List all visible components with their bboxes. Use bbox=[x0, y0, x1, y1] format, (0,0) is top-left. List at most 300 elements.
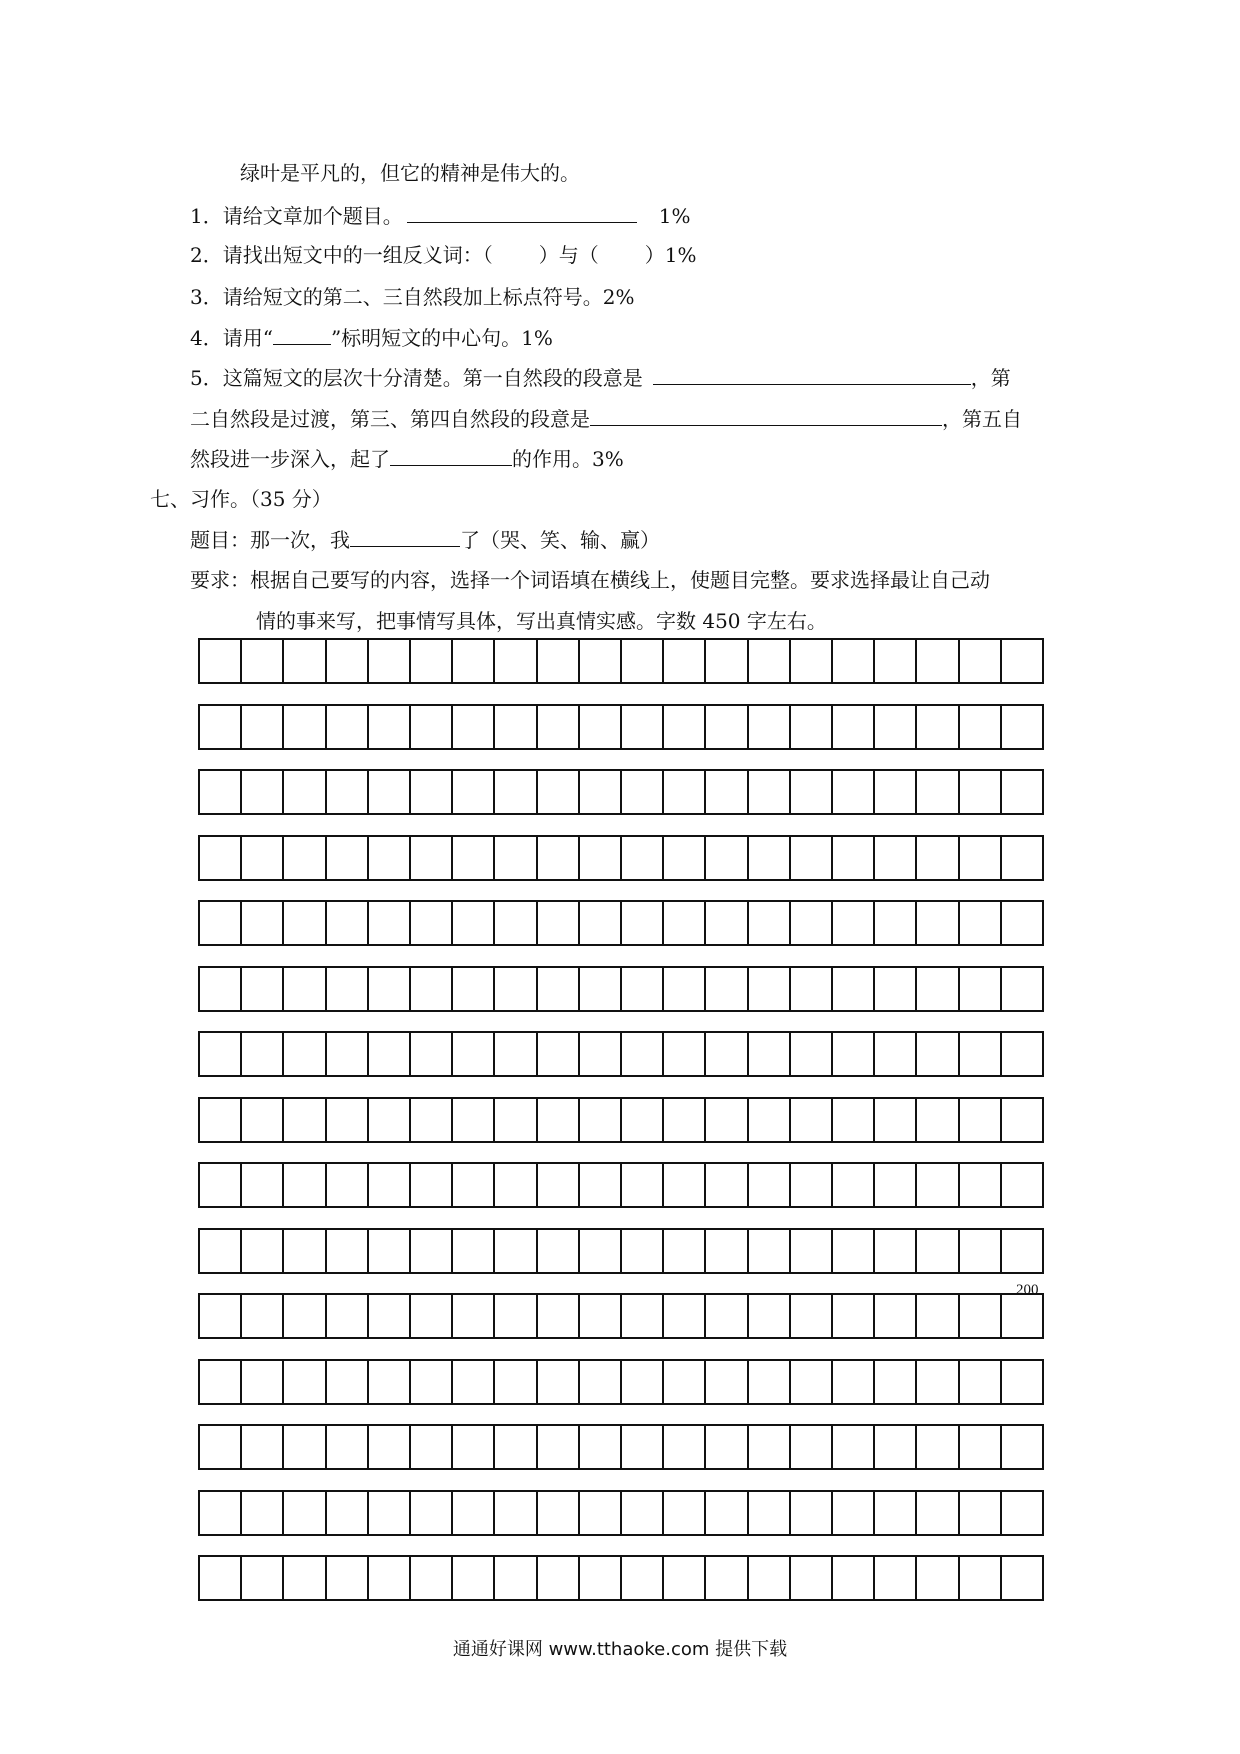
grid-cell[interactable] bbox=[198, 1228, 242, 1274]
grid-cell[interactable] bbox=[915, 769, 959, 815]
grid-cell[interactable] bbox=[1000, 1031, 1044, 1077]
grid-cell[interactable] bbox=[831, 900, 875, 946]
grid-cell[interactable] bbox=[620, 704, 664, 750]
grid-cell[interactable] bbox=[831, 769, 875, 815]
grid-cell[interactable] bbox=[747, 704, 791, 750]
grid-cell[interactable] bbox=[873, 1359, 917, 1405]
grid-cell[interactable] bbox=[536, 638, 580, 684]
grid-cell[interactable] bbox=[240, 1031, 284, 1077]
grid-cell[interactable] bbox=[747, 1490, 791, 1536]
grid-cell[interactable] bbox=[704, 1490, 748, 1536]
grid-cell[interactable] bbox=[325, 1293, 369, 1339]
grid-cell[interactable] bbox=[789, 1293, 833, 1339]
grid-cell[interactable] bbox=[704, 1424, 748, 1470]
grid-cell[interactable] bbox=[873, 769, 917, 815]
grid-cell[interactable] bbox=[747, 769, 791, 815]
grid-cell[interactable] bbox=[282, 704, 326, 750]
grid-cell[interactable] bbox=[240, 1490, 284, 1536]
grid-cell[interactable] bbox=[915, 638, 959, 684]
grid-cell[interactable] bbox=[1000, 1293, 1044, 1339]
grid-cell[interactable] bbox=[915, 704, 959, 750]
grid-cell[interactable] bbox=[451, 966, 495, 1012]
grid-cell[interactable] bbox=[831, 1359, 875, 1405]
grid-cell[interactable] bbox=[620, 966, 664, 1012]
grid-cell[interactable] bbox=[282, 1097, 326, 1143]
grid-cell[interactable] bbox=[240, 1359, 284, 1405]
grid-cell[interactable] bbox=[831, 1097, 875, 1143]
grid-cell[interactable] bbox=[831, 704, 875, 750]
grid-cell[interactable] bbox=[789, 966, 833, 1012]
grid-cell[interactable] bbox=[747, 1031, 791, 1077]
grid-cell[interactable] bbox=[662, 1293, 706, 1339]
grid-cell[interactable] bbox=[873, 638, 917, 684]
grid-cell[interactable] bbox=[451, 1162, 495, 1208]
grid-cell[interactable] bbox=[493, 704, 537, 750]
grid-cell[interactable] bbox=[325, 1424, 369, 1470]
grid-cell[interactable] bbox=[789, 769, 833, 815]
grid-cell[interactable] bbox=[831, 1555, 875, 1601]
grid-cell[interactable] bbox=[915, 1162, 959, 1208]
grid-cell[interactable] bbox=[578, 1359, 622, 1405]
grid-cell[interactable] bbox=[620, 638, 664, 684]
grid-cell[interactable] bbox=[747, 1097, 791, 1143]
grid-cell[interactable] bbox=[915, 1359, 959, 1405]
grid-cell[interactable] bbox=[409, 769, 453, 815]
grid-cell[interactable] bbox=[325, 769, 369, 815]
grid-cell[interactable] bbox=[915, 835, 959, 881]
grid-cell[interactable] bbox=[578, 1293, 622, 1339]
grid-cell[interactable] bbox=[493, 966, 537, 1012]
grid-cell[interactable] bbox=[367, 1555, 411, 1601]
grid-cell[interactable] bbox=[915, 1490, 959, 1536]
grid-cell[interactable] bbox=[958, 1359, 1002, 1405]
grid-cell[interactable] bbox=[282, 966, 326, 1012]
grid-cell[interactable] bbox=[198, 638, 242, 684]
grid-cell[interactable] bbox=[367, 1228, 411, 1274]
grid-cell[interactable] bbox=[704, 769, 748, 815]
grid-cell[interactable] bbox=[240, 900, 284, 946]
grid-cell[interactable] bbox=[240, 1162, 284, 1208]
grid-cell[interactable] bbox=[451, 1228, 495, 1274]
grid-cell[interactable] bbox=[409, 835, 453, 881]
grid-cell[interactable] bbox=[493, 835, 537, 881]
grid-cell[interactable] bbox=[367, 704, 411, 750]
grid-cell[interactable] bbox=[662, 900, 706, 946]
grid-cell[interactable] bbox=[409, 1097, 453, 1143]
grid-cell[interactable] bbox=[704, 1228, 748, 1274]
grid-cell[interactable] bbox=[325, 1097, 369, 1143]
grid-cell[interactable] bbox=[831, 638, 875, 684]
grid-cell[interactable] bbox=[493, 638, 537, 684]
grid-cell[interactable] bbox=[409, 704, 453, 750]
grid-cell[interactable] bbox=[282, 638, 326, 684]
grid-cell[interactable] bbox=[240, 1228, 284, 1274]
grid-cell[interactable] bbox=[578, 900, 622, 946]
grid-cell[interactable] bbox=[578, 966, 622, 1012]
grid-cell[interactable] bbox=[282, 1490, 326, 1536]
grid-cell[interactable] bbox=[198, 1097, 242, 1143]
grid-cell[interactable] bbox=[367, 769, 411, 815]
grid-cell[interactable] bbox=[409, 1424, 453, 1470]
grid-cell[interactable] bbox=[873, 1031, 917, 1077]
grid-cell[interactable] bbox=[704, 638, 748, 684]
grid-cell[interactable] bbox=[620, 1359, 664, 1405]
grid-cell[interactable] bbox=[536, 1097, 580, 1143]
grid-cell[interactable] bbox=[704, 1293, 748, 1339]
grid-cell[interactable] bbox=[831, 1424, 875, 1470]
grid-cell[interactable] bbox=[451, 1293, 495, 1339]
grid-cell[interactable] bbox=[747, 1424, 791, 1470]
grid-cell[interactable] bbox=[620, 1031, 664, 1077]
grid-cell[interactable] bbox=[578, 704, 622, 750]
grid-cell[interactable] bbox=[620, 1228, 664, 1274]
grid-cell[interactable] bbox=[1000, 1228, 1044, 1274]
grid-cell[interactable] bbox=[493, 1490, 537, 1536]
grid-cell[interactable] bbox=[282, 1424, 326, 1470]
grid-cell[interactable] bbox=[536, 1424, 580, 1470]
grid-cell[interactable] bbox=[282, 1228, 326, 1274]
grid-cell[interactable] bbox=[662, 769, 706, 815]
grid-cell[interactable] bbox=[831, 1031, 875, 1077]
grid-cell[interactable] bbox=[1000, 1424, 1044, 1470]
grid-cell[interactable] bbox=[198, 1424, 242, 1470]
grid-cell[interactable] bbox=[578, 638, 622, 684]
grid-cell[interactable] bbox=[536, 1490, 580, 1536]
grid-cell[interactable] bbox=[325, 1555, 369, 1601]
grid-cell[interactable] bbox=[493, 1228, 537, 1274]
grid-cell[interactable] bbox=[1000, 769, 1044, 815]
grid-cell[interactable] bbox=[747, 1555, 791, 1601]
grid-cell[interactable] bbox=[282, 1031, 326, 1077]
grid-cell[interactable] bbox=[747, 1359, 791, 1405]
grid-cell[interactable] bbox=[451, 638, 495, 684]
grid-cell[interactable] bbox=[536, 1162, 580, 1208]
grid-cell[interactable] bbox=[578, 1490, 622, 1536]
grid-cell[interactable] bbox=[873, 900, 917, 946]
grid-cell[interactable] bbox=[409, 1162, 453, 1208]
grid-cell[interactable] bbox=[325, 704, 369, 750]
grid-cell[interactable] bbox=[198, 1490, 242, 1536]
grid-cell[interactable] bbox=[958, 835, 1002, 881]
grid-cell[interactable] bbox=[704, 704, 748, 750]
grid-cell[interactable] bbox=[325, 1162, 369, 1208]
grid-cell[interactable] bbox=[620, 1490, 664, 1536]
grid-cell[interactable] bbox=[198, 1293, 242, 1339]
grid-cell[interactable] bbox=[451, 1424, 495, 1470]
grid-cell[interactable] bbox=[915, 1555, 959, 1601]
grid-cell[interactable] bbox=[1000, 638, 1044, 684]
grid-cell[interactable] bbox=[325, 1359, 369, 1405]
grid-cell[interactable] bbox=[240, 1424, 284, 1470]
grid-cell[interactable] bbox=[958, 704, 1002, 750]
grid-cell[interactable] bbox=[662, 1162, 706, 1208]
grid-cell[interactable] bbox=[662, 1097, 706, 1143]
grid-cell[interactable] bbox=[367, 1031, 411, 1077]
grid-cell[interactable] bbox=[789, 1162, 833, 1208]
grid-cell[interactable] bbox=[451, 1555, 495, 1601]
grid-cell[interactable] bbox=[958, 1031, 1002, 1077]
grid-cell[interactable] bbox=[704, 1359, 748, 1405]
grid-cell[interactable] bbox=[240, 638, 284, 684]
grid-cell[interactable] bbox=[1000, 966, 1044, 1012]
grid-cell[interactable] bbox=[958, 1228, 1002, 1274]
grid-cell[interactable] bbox=[704, 1555, 748, 1601]
grid-cell[interactable] bbox=[493, 1424, 537, 1470]
grid-cell[interactable] bbox=[536, 769, 580, 815]
grid-cell[interactable] bbox=[1000, 1490, 1044, 1536]
grid-cell[interactable] bbox=[367, 1490, 411, 1536]
grid-cell[interactable] bbox=[198, 1555, 242, 1601]
grid-cell[interactable] bbox=[1000, 835, 1044, 881]
grid-cell[interactable] bbox=[240, 1293, 284, 1339]
grid-cell[interactable] bbox=[409, 1490, 453, 1536]
grid-cell[interactable] bbox=[451, 835, 495, 881]
grid-cell[interactable] bbox=[620, 1097, 664, 1143]
grid-cell[interactable] bbox=[958, 769, 1002, 815]
grid-cell[interactable] bbox=[662, 1424, 706, 1470]
grid-cell[interactable] bbox=[704, 835, 748, 881]
grid-cell[interactable] bbox=[747, 966, 791, 1012]
grid-cell[interactable] bbox=[620, 1555, 664, 1601]
grid-cell[interactable] bbox=[620, 900, 664, 946]
grid-cell[interactable] bbox=[325, 835, 369, 881]
grid-cell[interactable] bbox=[620, 1424, 664, 1470]
grid-cell[interactable] bbox=[747, 638, 791, 684]
grid-cell[interactable] bbox=[367, 1293, 411, 1339]
grid-cell[interactable] bbox=[536, 1359, 580, 1405]
grid-cell[interactable] bbox=[873, 1490, 917, 1536]
grid-cell[interactable] bbox=[662, 966, 706, 1012]
grid-cell[interactable] bbox=[662, 1555, 706, 1601]
grid-cell[interactable] bbox=[325, 638, 369, 684]
grid-cell[interactable] bbox=[578, 769, 622, 815]
grid-cell[interactable] bbox=[578, 835, 622, 881]
grid-cell[interactable] bbox=[325, 1031, 369, 1077]
grid-cell[interactable] bbox=[915, 1293, 959, 1339]
grid-cell[interactable] bbox=[958, 1162, 1002, 1208]
grid-cell[interactable] bbox=[789, 1097, 833, 1143]
grid-cell[interactable] bbox=[493, 1162, 537, 1208]
grid-cell[interactable] bbox=[958, 1490, 1002, 1536]
grid-cell[interactable] bbox=[958, 638, 1002, 684]
grid-cell[interactable] bbox=[325, 1228, 369, 1274]
grid-cell[interactable] bbox=[451, 1097, 495, 1143]
grid-cell[interactable] bbox=[493, 900, 537, 946]
grid-cell[interactable] bbox=[831, 1293, 875, 1339]
grid-cell[interactable] bbox=[451, 1490, 495, 1536]
grid-cell[interactable] bbox=[493, 1097, 537, 1143]
grid-cell[interactable] bbox=[409, 1359, 453, 1405]
grid-cell[interactable] bbox=[409, 966, 453, 1012]
grid-cell[interactable] bbox=[536, 704, 580, 750]
grid-cell[interactable] bbox=[873, 1293, 917, 1339]
grid-cell[interactable] bbox=[282, 769, 326, 815]
grid-cell[interactable] bbox=[325, 900, 369, 946]
grid-cell[interactable] bbox=[240, 1555, 284, 1601]
grid-cell[interactable] bbox=[1000, 1097, 1044, 1143]
grid-cell[interactable] bbox=[958, 900, 1002, 946]
grid-cell[interactable] bbox=[536, 966, 580, 1012]
grid-cell[interactable] bbox=[1000, 1162, 1044, 1208]
grid-cell[interactable] bbox=[958, 1293, 1002, 1339]
grid-cell[interactable] bbox=[240, 769, 284, 815]
grid-cell[interactable] bbox=[789, 1424, 833, 1470]
grid-cell[interactable] bbox=[493, 1555, 537, 1601]
grid-cell[interactable] bbox=[747, 1162, 791, 1208]
grid-cell[interactable] bbox=[915, 1031, 959, 1077]
grid-cell[interactable] bbox=[409, 900, 453, 946]
grid-cell[interactable] bbox=[198, 966, 242, 1012]
grid-cell[interactable] bbox=[831, 1228, 875, 1274]
grid-cell[interactable] bbox=[451, 1359, 495, 1405]
grid-cell[interactable] bbox=[958, 966, 1002, 1012]
grid-cell[interactable] bbox=[578, 1555, 622, 1601]
grid-cell[interactable] bbox=[789, 1359, 833, 1405]
grid-cell[interactable] bbox=[536, 1228, 580, 1274]
grid-cell[interactable] bbox=[662, 1490, 706, 1536]
grid-cell[interactable] bbox=[282, 1359, 326, 1405]
grid-cell[interactable] bbox=[1000, 704, 1044, 750]
grid-cell[interactable] bbox=[578, 1031, 622, 1077]
grid-cell[interactable] bbox=[451, 769, 495, 815]
grid-cell[interactable] bbox=[789, 638, 833, 684]
grid-cell[interactable] bbox=[409, 1228, 453, 1274]
grid-cell[interactable] bbox=[536, 900, 580, 946]
grid-cell[interactable] bbox=[325, 1490, 369, 1536]
grid-cell[interactable] bbox=[873, 835, 917, 881]
grid-cell[interactable] bbox=[451, 1031, 495, 1077]
grid-cell[interactable] bbox=[367, 900, 411, 946]
grid-cell[interactable] bbox=[367, 835, 411, 881]
grid-cell[interactable] bbox=[198, 900, 242, 946]
grid-cell[interactable] bbox=[367, 1424, 411, 1470]
grid-cell[interactable] bbox=[831, 1162, 875, 1208]
grid-cell[interactable] bbox=[915, 1424, 959, 1470]
grid-cell[interactable] bbox=[367, 1162, 411, 1208]
grid-cell[interactable] bbox=[282, 835, 326, 881]
grid-cell[interactable] bbox=[578, 1097, 622, 1143]
grid-cell[interactable] bbox=[873, 1555, 917, 1601]
grid-cell[interactable] bbox=[198, 704, 242, 750]
grid-cell[interactable] bbox=[282, 900, 326, 946]
grid-cell[interactable] bbox=[451, 704, 495, 750]
grid-cell[interactable] bbox=[873, 1228, 917, 1274]
composition-title-blank[interactable] bbox=[350, 524, 460, 547]
grid-cell[interactable] bbox=[873, 966, 917, 1012]
grid-cell[interactable] bbox=[915, 1097, 959, 1143]
grid-cell[interactable] bbox=[873, 1424, 917, 1470]
grid-cell[interactable] bbox=[198, 835, 242, 881]
grid-cell[interactable] bbox=[831, 966, 875, 1012]
grid-cell[interactable] bbox=[958, 1097, 1002, 1143]
grid-cell[interactable] bbox=[451, 900, 495, 946]
grid-cell[interactable] bbox=[578, 1162, 622, 1208]
grid-cell[interactable] bbox=[662, 1228, 706, 1274]
grid-cell[interactable] bbox=[915, 1228, 959, 1274]
grid-cell[interactable] bbox=[409, 1293, 453, 1339]
grid-cell[interactable] bbox=[325, 966, 369, 1012]
grid-cell[interactable] bbox=[198, 1162, 242, 1208]
paragraph-1-meaning-blank[interactable] bbox=[653, 362, 971, 385]
grid-cell[interactable] bbox=[831, 835, 875, 881]
grid-cell[interactable] bbox=[367, 1359, 411, 1405]
grid-cell[interactable] bbox=[240, 835, 284, 881]
grid-cell[interactable] bbox=[831, 1490, 875, 1536]
grid-cell[interactable] bbox=[915, 966, 959, 1012]
grid-cell[interactable] bbox=[493, 1031, 537, 1077]
grid-cell[interactable] bbox=[789, 1490, 833, 1536]
grid-cell[interactable] bbox=[240, 1097, 284, 1143]
grid-cell[interactable] bbox=[789, 1555, 833, 1601]
grid-cell[interactable] bbox=[409, 638, 453, 684]
grid-cell[interactable] bbox=[747, 835, 791, 881]
grid-cell[interactable] bbox=[620, 1293, 664, 1339]
grid-cell[interactable] bbox=[493, 1293, 537, 1339]
grid-cell[interactable] bbox=[367, 1097, 411, 1143]
grid-cell[interactable] bbox=[873, 1162, 917, 1208]
grid-cell[interactable] bbox=[198, 1359, 242, 1405]
grid-cell[interactable] bbox=[789, 1031, 833, 1077]
grid-cell[interactable] bbox=[198, 769, 242, 815]
grid-cell[interactable] bbox=[536, 1555, 580, 1601]
grid-cell[interactable] bbox=[704, 1162, 748, 1208]
grid-cell[interactable] bbox=[747, 900, 791, 946]
grid-cell[interactable] bbox=[536, 835, 580, 881]
grid-cell[interactable] bbox=[282, 1162, 326, 1208]
grid-cell[interactable] bbox=[1000, 900, 1044, 946]
grid-cell[interactable] bbox=[662, 1359, 706, 1405]
grid-cell[interactable] bbox=[958, 1555, 1002, 1601]
grid-cell[interactable] bbox=[704, 1031, 748, 1077]
grid-cell[interactable] bbox=[662, 704, 706, 750]
grid-cell[interactable] bbox=[620, 1162, 664, 1208]
paragraph-5-role-blank[interactable] bbox=[390, 443, 512, 466]
grid-cell[interactable] bbox=[789, 1228, 833, 1274]
grid-cell[interactable] bbox=[620, 835, 664, 881]
grid-cell[interactable] bbox=[536, 1293, 580, 1339]
question-1-answer-blank[interactable] bbox=[407, 200, 637, 223]
grid-cell[interactable] bbox=[704, 900, 748, 946]
grid-cell[interactable] bbox=[240, 704, 284, 750]
paragraph-3-4-meaning-blank[interactable] bbox=[590, 403, 942, 426]
grid-cell[interactable] bbox=[789, 835, 833, 881]
grid-cell[interactable] bbox=[198, 1031, 242, 1077]
grid-cell[interactable] bbox=[958, 1424, 1002, 1470]
grid-cell[interactable] bbox=[747, 1293, 791, 1339]
grid-cell[interactable] bbox=[240, 966, 284, 1012]
grid-cell[interactable] bbox=[282, 1555, 326, 1601]
grid-cell[interactable] bbox=[493, 769, 537, 815]
grid-cell[interactable] bbox=[367, 966, 411, 1012]
grid-cell[interactable] bbox=[1000, 1359, 1044, 1405]
grid-cell[interactable] bbox=[662, 835, 706, 881]
grid-cell[interactable] bbox=[662, 638, 706, 684]
grid-cell[interactable] bbox=[282, 1293, 326, 1339]
grid-cell[interactable] bbox=[915, 900, 959, 946]
grid-cell[interactable] bbox=[789, 900, 833, 946]
grid-cell[interactable] bbox=[704, 1097, 748, 1143]
grid-cell[interactable] bbox=[747, 1228, 791, 1274]
grid-cell[interactable] bbox=[367, 638, 411, 684]
grid-cell[interactable] bbox=[409, 1031, 453, 1077]
grid-cell[interactable] bbox=[578, 1228, 622, 1274]
grid-cell[interactable] bbox=[493, 1359, 537, 1405]
grid-cell[interactable] bbox=[536, 1031, 580, 1077]
grid-cell[interactable] bbox=[873, 1097, 917, 1143]
grid-cell[interactable] bbox=[578, 1424, 622, 1470]
grid-cell[interactable] bbox=[620, 769, 664, 815]
grid-cell[interactable] bbox=[789, 704, 833, 750]
